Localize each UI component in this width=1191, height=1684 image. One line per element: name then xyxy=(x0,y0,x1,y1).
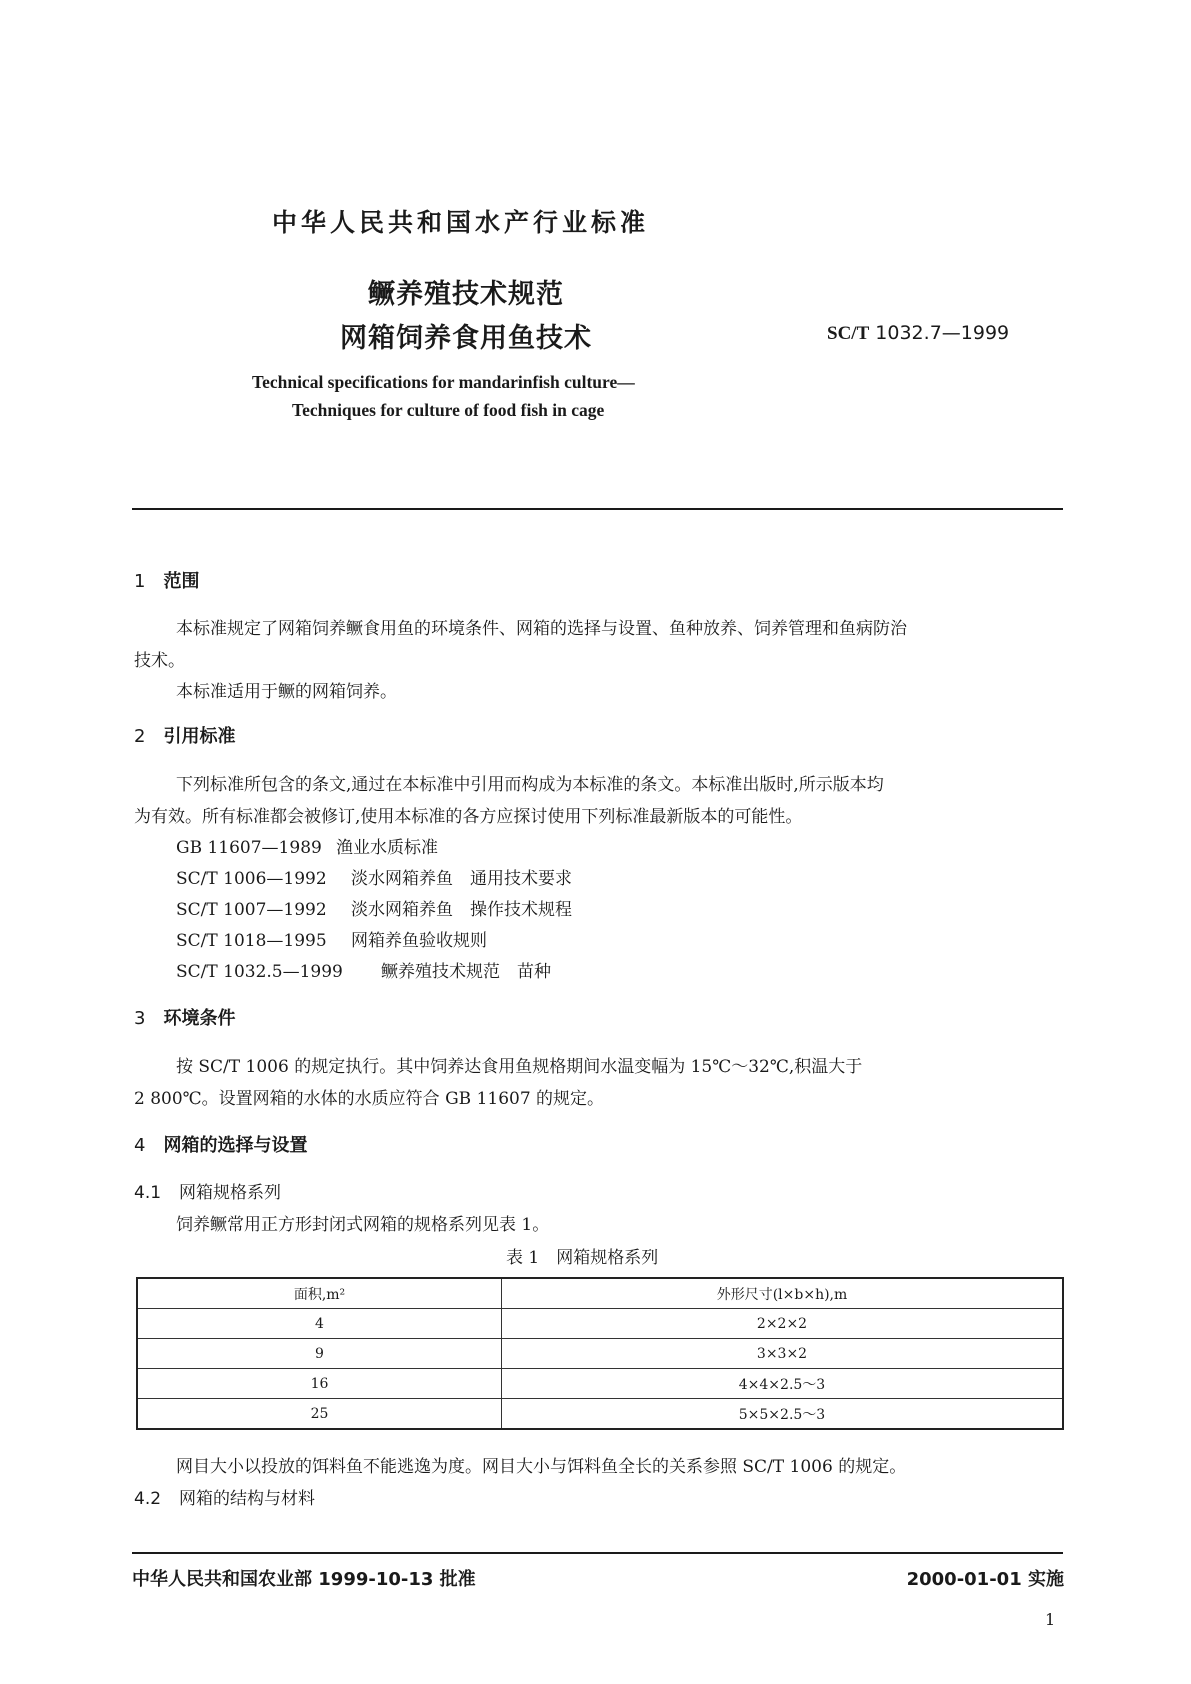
table-header-area: 面积,m² xyxy=(137,1278,502,1309)
approval-info: 中华人民共和国农业部 1999-10-13 批准 xyxy=(132,1569,476,1590)
section-2-para1-line2: 为有效。所有标准都会被修订,使用本标准的各方应探讨使用下列标准最新版本的可能性。 xyxy=(134,807,803,827)
footer-divider xyxy=(132,1552,1063,1554)
table-row: 16 4×4×2.5～3 xyxy=(137,1369,1063,1399)
reference-item: SC/T 1018—1995 网箱养鱼验收规则 xyxy=(176,931,487,951)
section-1-para1-line2: 技术。 xyxy=(134,651,185,671)
section-3-para1-line1: 按 SC/T 1006 的规定执行。其中饲养达食用鱼规格期间水温变幅为 15℃～32℃,积温大于 xyxy=(176,1057,863,1077)
section-4-1-heading: 4.1 网箱规格系列 xyxy=(134,1183,282,1203)
table-row: 9 3×3×2 xyxy=(137,1339,1063,1369)
after-table-para: 网目大小以投放的饵料鱼不能逃逸为度。网目大小与饵料鱼全长的关系参照 SC/T 1006 的规定。 xyxy=(176,1457,907,1477)
section-3-heading: 3 环境条件 xyxy=(134,1008,236,1029)
standard-code-prefix: SC/T xyxy=(827,323,870,344)
spec-table xyxy=(136,1277,1064,1430)
section-2-para1-line1: 下列标准所包含的条文,通过在本标准中引用而构成为本标准的条文。本标准出版时,所示版本均 xyxy=(176,775,884,795)
agency-title: 中华人民共和国水产行业标准 xyxy=(272,208,650,237)
section-4-2-heading: 4.2 网箱的结构与材料 xyxy=(134,1489,316,1509)
section-1-heading: 1 范围 xyxy=(134,571,200,592)
table-row: 4 2×2×2 xyxy=(137,1309,1063,1339)
table-header-dimensions: 外形尺寸(l×b×h),m xyxy=(502,1278,1064,1309)
page-number: 1 xyxy=(1045,1610,1056,1629)
english-title-line1: Technical specifications for mandarinfish culture— xyxy=(252,372,635,392)
section-4-heading: 4 网箱的选择与设置 xyxy=(134,1135,308,1156)
section-3-para1-line2: 2 800℃。设置网箱的水体的水质应符合 GB 11607 的规定。 xyxy=(134,1089,605,1109)
standard-code-number: 1032.7—1999 xyxy=(875,322,1010,344)
document-title-line1: 鳜养殖技术规范 xyxy=(368,279,564,310)
english-title-line2: Techniques for culture of food fish in cage xyxy=(292,400,605,420)
reference-item: GB 11607—1989 渔业水质标准 xyxy=(176,838,438,858)
document-title-line2: 网箱饲养食用鱼技术 xyxy=(340,323,592,354)
table-header-row xyxy=(137,1278,1063,1309)
reference-item: SC/T 1007—1992 淡水网箱养鱼 操作技术规程 xyxy=(176,900,572,920)
reference-item: SC/T 1032.5—1999 鳜养殖技术规范 苗种 xyxy=(176,962,551,982)
standard-code xyxy=(827,322,1009,345)
section-2-heading: 2 引用标准 xyxy=(134,726,236,747)
section-1-para1-line1: 本标准规定了网箱饲养鳜食用鱼的环境条件、网箱的选择与设置、鱼种放养、饲养管理和鱼病防治 xyxy=(176,619,907,639)
table-caption: 表 1 网箱规格系列 xyxy=(506,1248,659,1268)
implementation-date: 2000-01-01 实施 xyxy=(906,1569,1064,1590)
table-row: 25 5×5×2.5～3 xyxy=(137,1399,1063,1430)
section-1-para2: 本标准适用于鳜的网箱饲养。 xyxy=(176,682,397,702)
header-divider xyxy=(132,508,1063,510)
reference-item: SC/T 1006—1992 淡水网箱养鱼 通用技术要求 xyxy=(176,869,572,889)
section-4-1-para: 饲养鳜常用正方形封闭式网箱的规格系列见表 1。 xyxy=(176,1215,550,1235)
